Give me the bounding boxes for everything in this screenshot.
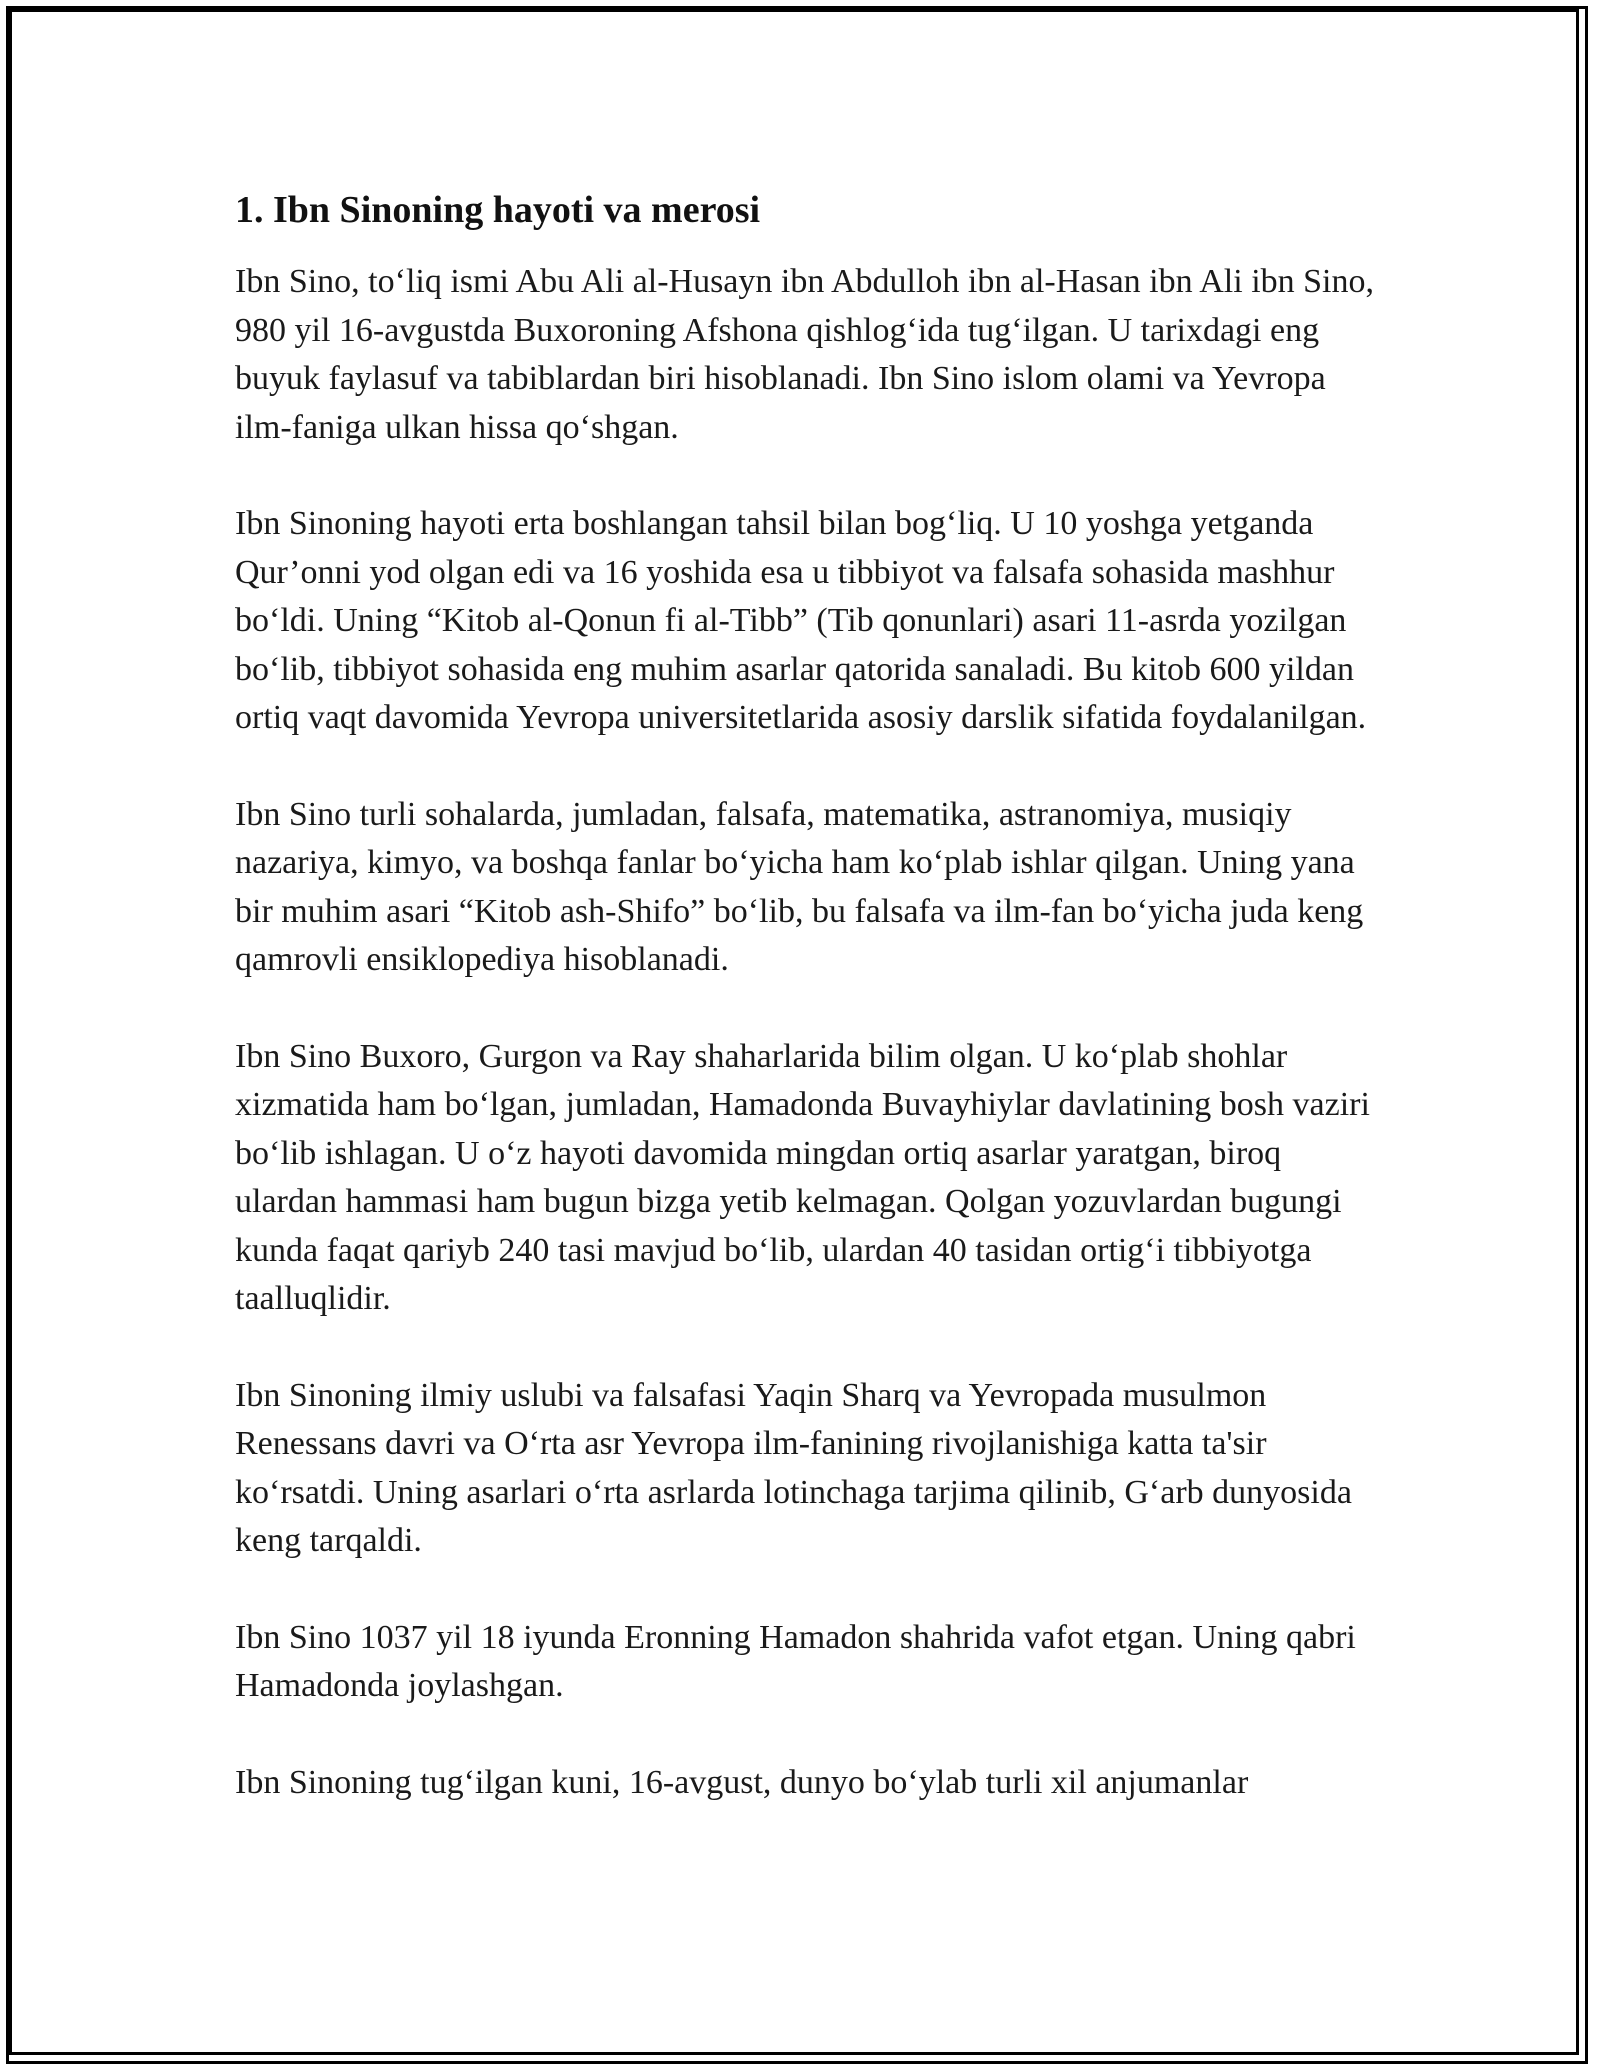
paragraph-death: Ibn Sino 1037 yil 18 iyunda Eronning Hamadon shahrida vafot etgan. Uning qabri Hamadonda joylashgan. [235,1618,1356,1704]
paragraph-education: Ibn Sinoning hayoti erta boshlangan tahsil bilan bog‘liq. U 10 yoshga yetganda Qur’onni yod olgan edi va 16 yoshida esa u tibbiyot va falsafa sohasida mashhur bo‘ldi. Uning “Kitob al-Qonun fi al-Tibb” (Tib qonunlari) asari 11-asrda yozilgan bo‘lib, tibbiyot sohasida eng muhim asarlar qatorida sanaladi. Bu kitob 600 yildan ortiq vaqt davomida Yevropa universitetlarida asosiy darslik sifatida foydalanilgan. [235,505,1367,736]
paragraph-birthday: Ibn Sinoning tug‘ilgan kuni, 16-avgust, dunyo bo‘ylab turli xil anjumanlar [235,1763,1249,1801]
document-body [235,186,1385,1855]
paragraph-fields: Ibn Sino turli sohalarda, jumladan, falsafa, matematika, astranomiya, musiqiy nazariya, kimyo, va boshqa fanlar bo‘yicha ham ko‘plab ishlar qilgan. Uning yana bir muhim asari “Kitob ash-Shifo” bo‘lib, bu falsafa va ilm-fan bo‘yicha juda keng qamrovli ensiklopediya hisoblanadi. [235,795,1364,978]
paragraph-career: Ibn Sino Buxoro, Gurgon va Ray shaharlarida bilim olgan. U ko‘plab shohlar xizmatida ham bo‘lgan, jumladan, Hamadonda Buvayhiylar davlatining bosh vaziri bo‘lib ishlagan. U o‘z hayoti davomida mingdan ortiq asarlar yaratgan, biroq ulardan hammasi ham bugun bizga yetib kelmagan. Qolgan yozuvlardan bugungi kunda faqat qariyb 240 tasi mavjud bo‘lib, ulardan 40 tasidan ortig‘i tibbiyotga taalluqlidir. [235,1037,1370,1317]
section-heading: 1. Ibn Sinoning hayoti va merosi [235,189,761,231]
paragraph-influence: Ibn Sinoning ilmiy uslubi va falsafasi Yaqin Sharq va Yevropada musulmon Renessans davri va O‘rta asr Yevropa ilm-fanining rivojlanishiga katta ta'sir ko‘rsatdi. Uning asarlari o‘rta asrlarda lotinchaga tarjima qilinib, G‘arb dunyosida keng tarqaldi. [235,1376,1352,1559]
paragraph-birth: Ibn Sino, to‘liq ismi Abu Ali al-Husayn ibn Abdulloh ibn al-Hasan ibn Ali ibn Sino, 980 yil 16-avgustda Buxoroning Afshona qishlog‘ida tug‘ilgan. U tarixdagi eng buyuk faylasuf va tabiblardan biri hisoblanadi. Ibn Sino islom olami va Yevropa ilm-faniga ulkan hissa qo‘shgan. [235,263,1374,446]
